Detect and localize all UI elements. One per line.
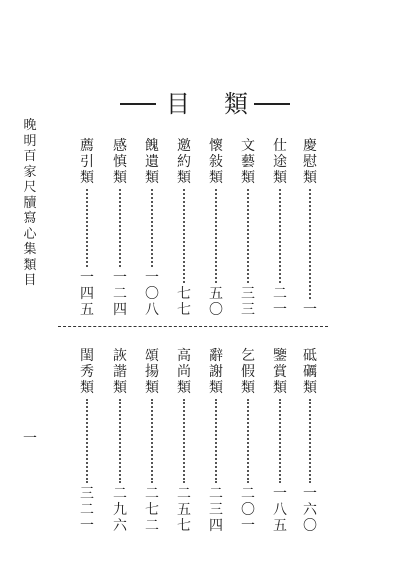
toc-entry[interactable]	[208, 348, 224, 534]
entry-page: 二一	[273, 286, 287, 318]
toc-entry[interactable]	[176, 348, 192, 534]
entry-label: 辭謝類	[209, 348, 223, 396]
leader-dots	[119, 399, 121, 483]
entry-page: 二三四	[209, 486, 223, 534]
margin-running-title: 晚明百家尺牘 寫心集類目	[23, 118, 50, 288]
leader-dots	[151, 189, 153, 267]
toc-entry[interactable]	[79, 348, 95, 534]
title-char-left: 目	[166, 90, 190, 118]
leader-dots	[151, 399, 153, 483]
toc-entry[interactable]	[112, 348, 128, 534]
margin-page-number: 一	[23, 431, 37, 447]
toc-entry[interactable]	[240, 348, 256, 534]
toc-entry[interactable]	[272, 348, 288, 534]
leader-dots	[86, 399, 88, 483]
toc-entry[interactable]	[144, 138, 160, 318]
entry-label: 頌揚類	[145, 348, 159, 396]
entry-page: 一二四	[113, 270, 127, 318]
entry-page: 五〇	[209, 286, 223, 318]
entry-page: 三二一	[80, 486, 94, 534]
title-rule-right	[254, 103, 290, 105]
entry-page: 一八五	[273, 486, 287, 534]
entry-label: 薦引類	[80, 138, 94, 186]
toc-entry[interactable]	[272, 138, 288, 318]
entry-label: 閨秀類	[80, 348, 94, 396]
toc-entry[interactable]	[176, 138, 192, 318]
entry-label: 仕途類	[273, 138, 287, 186]
leader-dots	[309, 399, 311, 483]
leader-dots	[247, 399, 249, 483]
toc-entry[interactable]	[79, 138, 95, 318]
entry-label: 懷敍類	[209, 138, 223, 186]
leader-dots	[279, 399, 281, 483]
leader-dots	[215, 189, 217, 283]
entry-page: 二五七	[177, 486, 191, 534]
entry-page: 三三	[241, 286, 255, 318]
entry-label: 詼諧類	[113, 348, 127, 396]
entry-label: 鑒賞類	[273, 348, 287, 396]
entry-label: 乞假類	[241, 348, 255, 396]
entry-label: 感慎類	[113, 138, 127, 186]
leader-dots	[215, 399, 217, 483]
entry-page: 二九六	[113, 486, 127, 534]
page-title	[120, 90, 290, 120]
leader-dots	[183, 189, 185, 283]
entry-page: 一〇八	[145, 270, 159, 318]
entry-page: 一	[303, 302, 317, 318]
leader-dots	[309, 189, 311, 299]
leader-dots	[86, 189, 88, 267]
toc-entry[interactable]	[302, 348, 318, 534]
entry-page: 一六〇	[303, 486, 317, 534]
entry-label: 邀約類	[177, 138, 191, 186]
toc-entry[interactable]	[208, 138, 224, 318]
toc-entry[interactable]	[302, 138, 318, 318]
leader-dots	[247, 189, 249, 283]
entry-label: 慶慰類	[303, 138, 317, 186]
entry-page: 二七二	[145, 486, 159, 534]
entry-label: 砥礪類	[303, 348, 317, 396]
toc-entry[interactable]	[112, 138, 128, 318]
title-char-right: 類	[224, 90, 248, 118]
toc-entry[interactable]	[240, 138, 256, 318]
section-divider	[58, 326, 328, 327]
entry-page: 七七	[177, 286, 191, 318]
leader-dots	[183, 399, 185, 483]
entry-page: 一四五	[80, 270, 94, 318]
toc-entry[interactable]	[144, 348, 160, 534]
entry-label: 高尚類	[177, 348, 191, 396]
title-rule-left	[120, 103, 156, 105]
entry-label: 文藝類	[241, 138, 255, 186]
entry-page: 二〇一	[241, 486, 255, 534]
leader-dots	[279, 189, 281, 283]
leader-dots	[119, 189, 121, 267]
entry-label: 餽遺類	[145, 138, 159, 186]
